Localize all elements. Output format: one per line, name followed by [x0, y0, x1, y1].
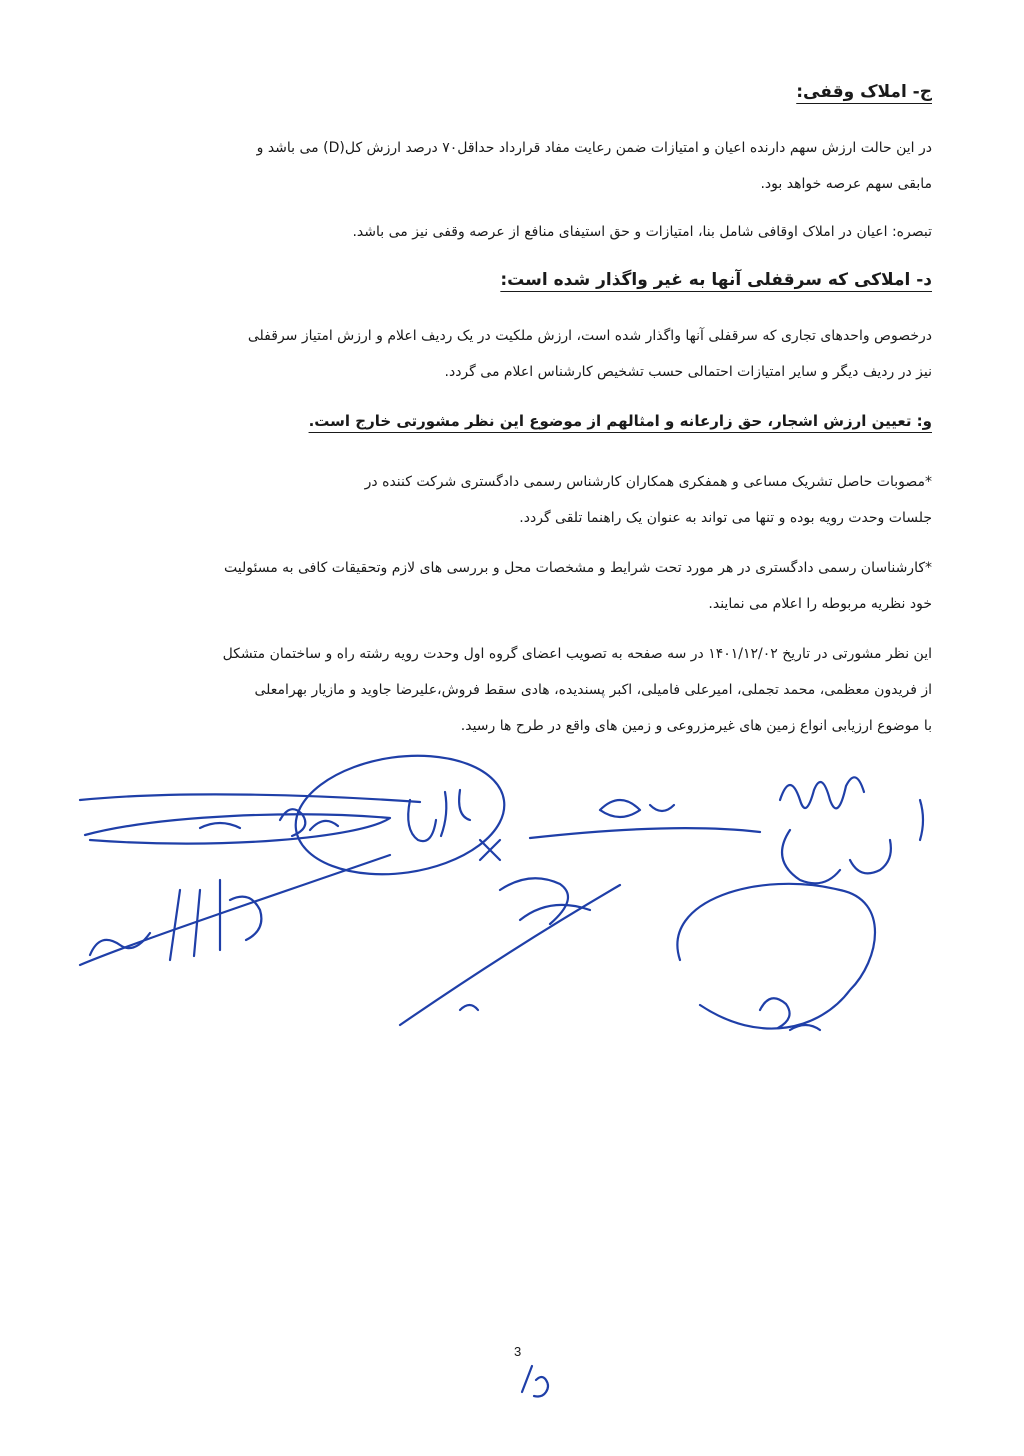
signature-saghat-foroosh: [677, 884, 875, 1030]
paragraph-line: درخصوص واحدهای تجاری که سرقفلی آنها واگذار شده است، ارزش ملکیت در یک ردیف اعلام و ارزش امتیاز سرقفلی: [247, 328, 932, 344]
signature-pasandideh: [530, 800, 760, 838]
paragraph-line: خود نظریه مربوطه را اعلام می نمایند.: [708, 596, 932, 612]
paragraph-line: این نظر مشورتی در تاریخ ۱۴۰۱/۱۲/۰۲ در سه صفحه به تصویب اعضای گروه اول وحدت رویه رشته راه و ساختمان متشکل: [222, 646, 932, 662]
paragraph-endowed-properties: [102, 130, 932, 202]
paragraph-line: *کارشناسان رسمی دادگستری در هر مورد تحت شرایط و مشخصات محل و بررسی های لازم وتحقیقات کافی به مسئولیت: [224, 560, 932, 576]
paragraph-line: با موضوع ارزیابی انواع زمین های غیرمزروعی و زمین های واقع در طرح ها رسید.: [460, 718, 932, 734]
note-endowed-properties: [102, 214, 932, 250]
paragraph-goodwill-properties: [102, 318, 932, 390]
paragraph-line: جلسات وحدت رویه بوده و تنها می تواند به عنوان یک راهنما تلقی گردد.: [519, 510, 932, 526]
page-number-digit: 3: [514, 1344, 522, 1359]
approval-paragraph: [102, 636, 932, 744]
signature-javid: [400, 878, 620, 1025]
paragraph-line: تبصره: اعیان در املاک اوقافی شامل بنا، امتیازات و حق استیفای منافع از عرصه وقفی نیز می باشد.: [352, 224, 932, 240]
signatures-block: [60, 740, 960, 1070]
paragraph-line: نیز در ردیف دیگر و سایر امتیازات احتمالی حسب تشخیص کارشناس اعلام می گردد.: [444, 364, 932, 380]
heading-trees-exclusion: و: تعیین ارزش اشجار، حق زارعانه و امثالهم از موضوع این نظر مشورتی خارج است.: [308, 412, 932, 430]
signature-amirali: [780, 777, 923, 883]
paragraph-line: مابقی سهم عرصه خواهد بود.: [760, 176, 932, 192]
page-number: [500, 1340, 570, 1400]
page-number-handwritten: [500, 1340, 570, 1400]
paragraph-line: از فریدون معظمی، محمد تجملی، امیرعلی فامیلی، اکبر پسندیده، هادی سقط فروش،علیرضا جاوید و مازیار بهرامعلی: [254, 682, 932, 698]
paragraph-line: *مصوبات حاصل تشریک مساعی و همفکری همکاران کارشناس رسمی دادگستری شرکت کننده در: [364, 474, 932, 490]
heading-endowed-properties: ج- املاک وقفی:: [796, 82, 932, 102]
paragraph-line: در این حالت ارزش سهم دارنده اعیان و امتیازات ضمن رعایت مفاد قرارداد حداقل۷۰ درصد ارزش کل(D) می باشد و: [256, 140, 932, 156]
signature-bahramali: [80, 855, 390, 965]
heading-goodwill-properties: د- املاکی که سرقفلی آنها به غیر واگذار شده است:: [500, 270, 932, 290]
signature-tajammoli: [80, 794, 420, 843]
note-resolutions: [102, 464, 932, 536]
note-experts: [102, 550, 932, 622]
